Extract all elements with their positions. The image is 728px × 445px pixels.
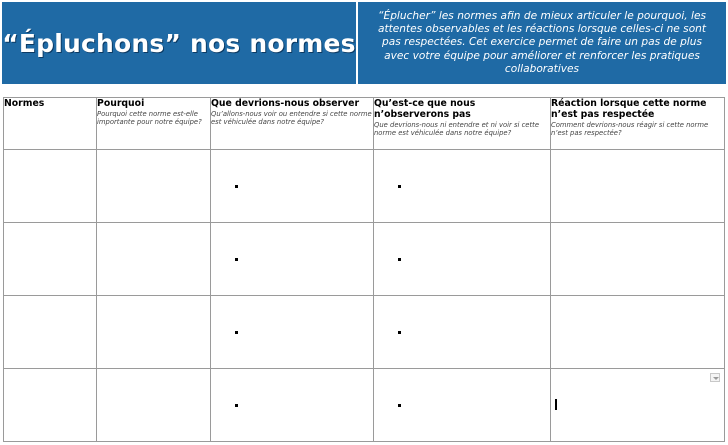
table-row (4, 150, 725, 223)
cell-normes[interactable] (4, 223, 97, 296)
cell-normes[interactable] (4, 296, 97, 369)
header-pourquoi-title: Pourquoi (97, 98, 145, 109)
cell-pas-observer[interactable] (374, 369, 551, 442)
table-row (4, 223, 725, 296)
cell-pas-observer[interactable] (374, 150, 551, 223)
cell-observer[interactable] (211, 150, 374, 223)
dropdown-arrow-icon[interactable] (710, 373, 720, 382)
header-observer-subtitle: Qu’allons-nous voir ou entendre si cette norme est véhiculée dans notre équipe? (211, 110, 372, 126)
header-pas-observer (374, 98, 551, 150)
header-pourquoi-subtitle: Pourquoi cette norme est-elle importante pour notre équipe? (97, 110, 202, 126)
header-pas-observer-title: Qu’est-ce que nous n’observerons pas (374, 98, 476, 120)
header-observer (211, 98, 374, 150)
bullet-icon (235, 331, 238, 334)
header-normes-title: Normes (4, 98, 45, 109)
header-observer-title: Que devrions-nous observer (211, 98, 360, 109)
header-row (4, 98, 725, 150)
header-normes (4, 98, 97, 150)
cell-observer[interactable] (211, 223, 374, 296)
cell-pourquoi[interactable] (97, 223, 211, 296)
cell-reaction-active[interactable] (551, 369, 725, 442)
bullet-icon (398, 404, 401, 407)
cell-observer[interactable] (211, 296, 374, 369)
header-reaction (551, 98, 725, 150)
bullet-icon (235, 258, 238, 261)
cell-reaction[interactable] (551, 150, 725, 223)
cell-normes[interactable] (4, 369, 97, 442)
header-pourquoi (97, 98, 211, 150)
cell-normes[interactable] (4, 150, 97, 223)
cell-pas-observer[interactable] (374, 223, 551, 296)
cell-reaction[interactable] (551, 296, 725, 369)
cell-pourquoi[interactable] (97, 369, 211, 442)
header-pas-observer-subtitle: Que devrions-nous ni entendre et ni voir si cette norme est véhiculée dans notre équipe? (374, 121, 539, 137)
cell-reaction[interactable] (551, 223, 725, 296)
cell-pourquoi[interactable] (97, 150, 211, 223)
bullet-icon (398, 331, 401, 334)
title-banner (2, 2, 356, 84)
bullet-icon (398, 258, 401, 261)
description-banner (358, 2, 726, 84)
norms-table (3, 97, 725, 442)
cell-pourquoi[interactable] (97, 296, 211, 369)
page-title: “Épluchons” nos normes (2, 28, 356, 58)
header-reaction-title: Réaction lorsque cette norme n’est pas respectée (551, 98, 707, 120)
table-row (4, 369, 725, 442)
header-reaction-subtitle: Comment devrions-nous réagir si cette norme n’est pas respectée? (551, 121, 709, 137)
cell-observer[interactable] (211, 369, 374, 442)
bullet-icon (398, 185, 401, 188)
text-cursor (555, 399, 557, 410)
bullet-icon (235, 185, 238, 188)
description-text: “Éplucher” les normes afin de mieux articuler le pourquoi, les attentes observables et les réactions lorsque celles-ci ne sont pas respectées. Cet exercice permet de faire un pas de plus avec votre équipe pour améliorer et renforcer les pratiques collaboratives (377, 10, 707, 75)
table-row (4, 296, 725, 369)
bullet-icon (235, 404, 238, 407)
cell-pas-observer[interactable] (374, 296, 551, 369)
